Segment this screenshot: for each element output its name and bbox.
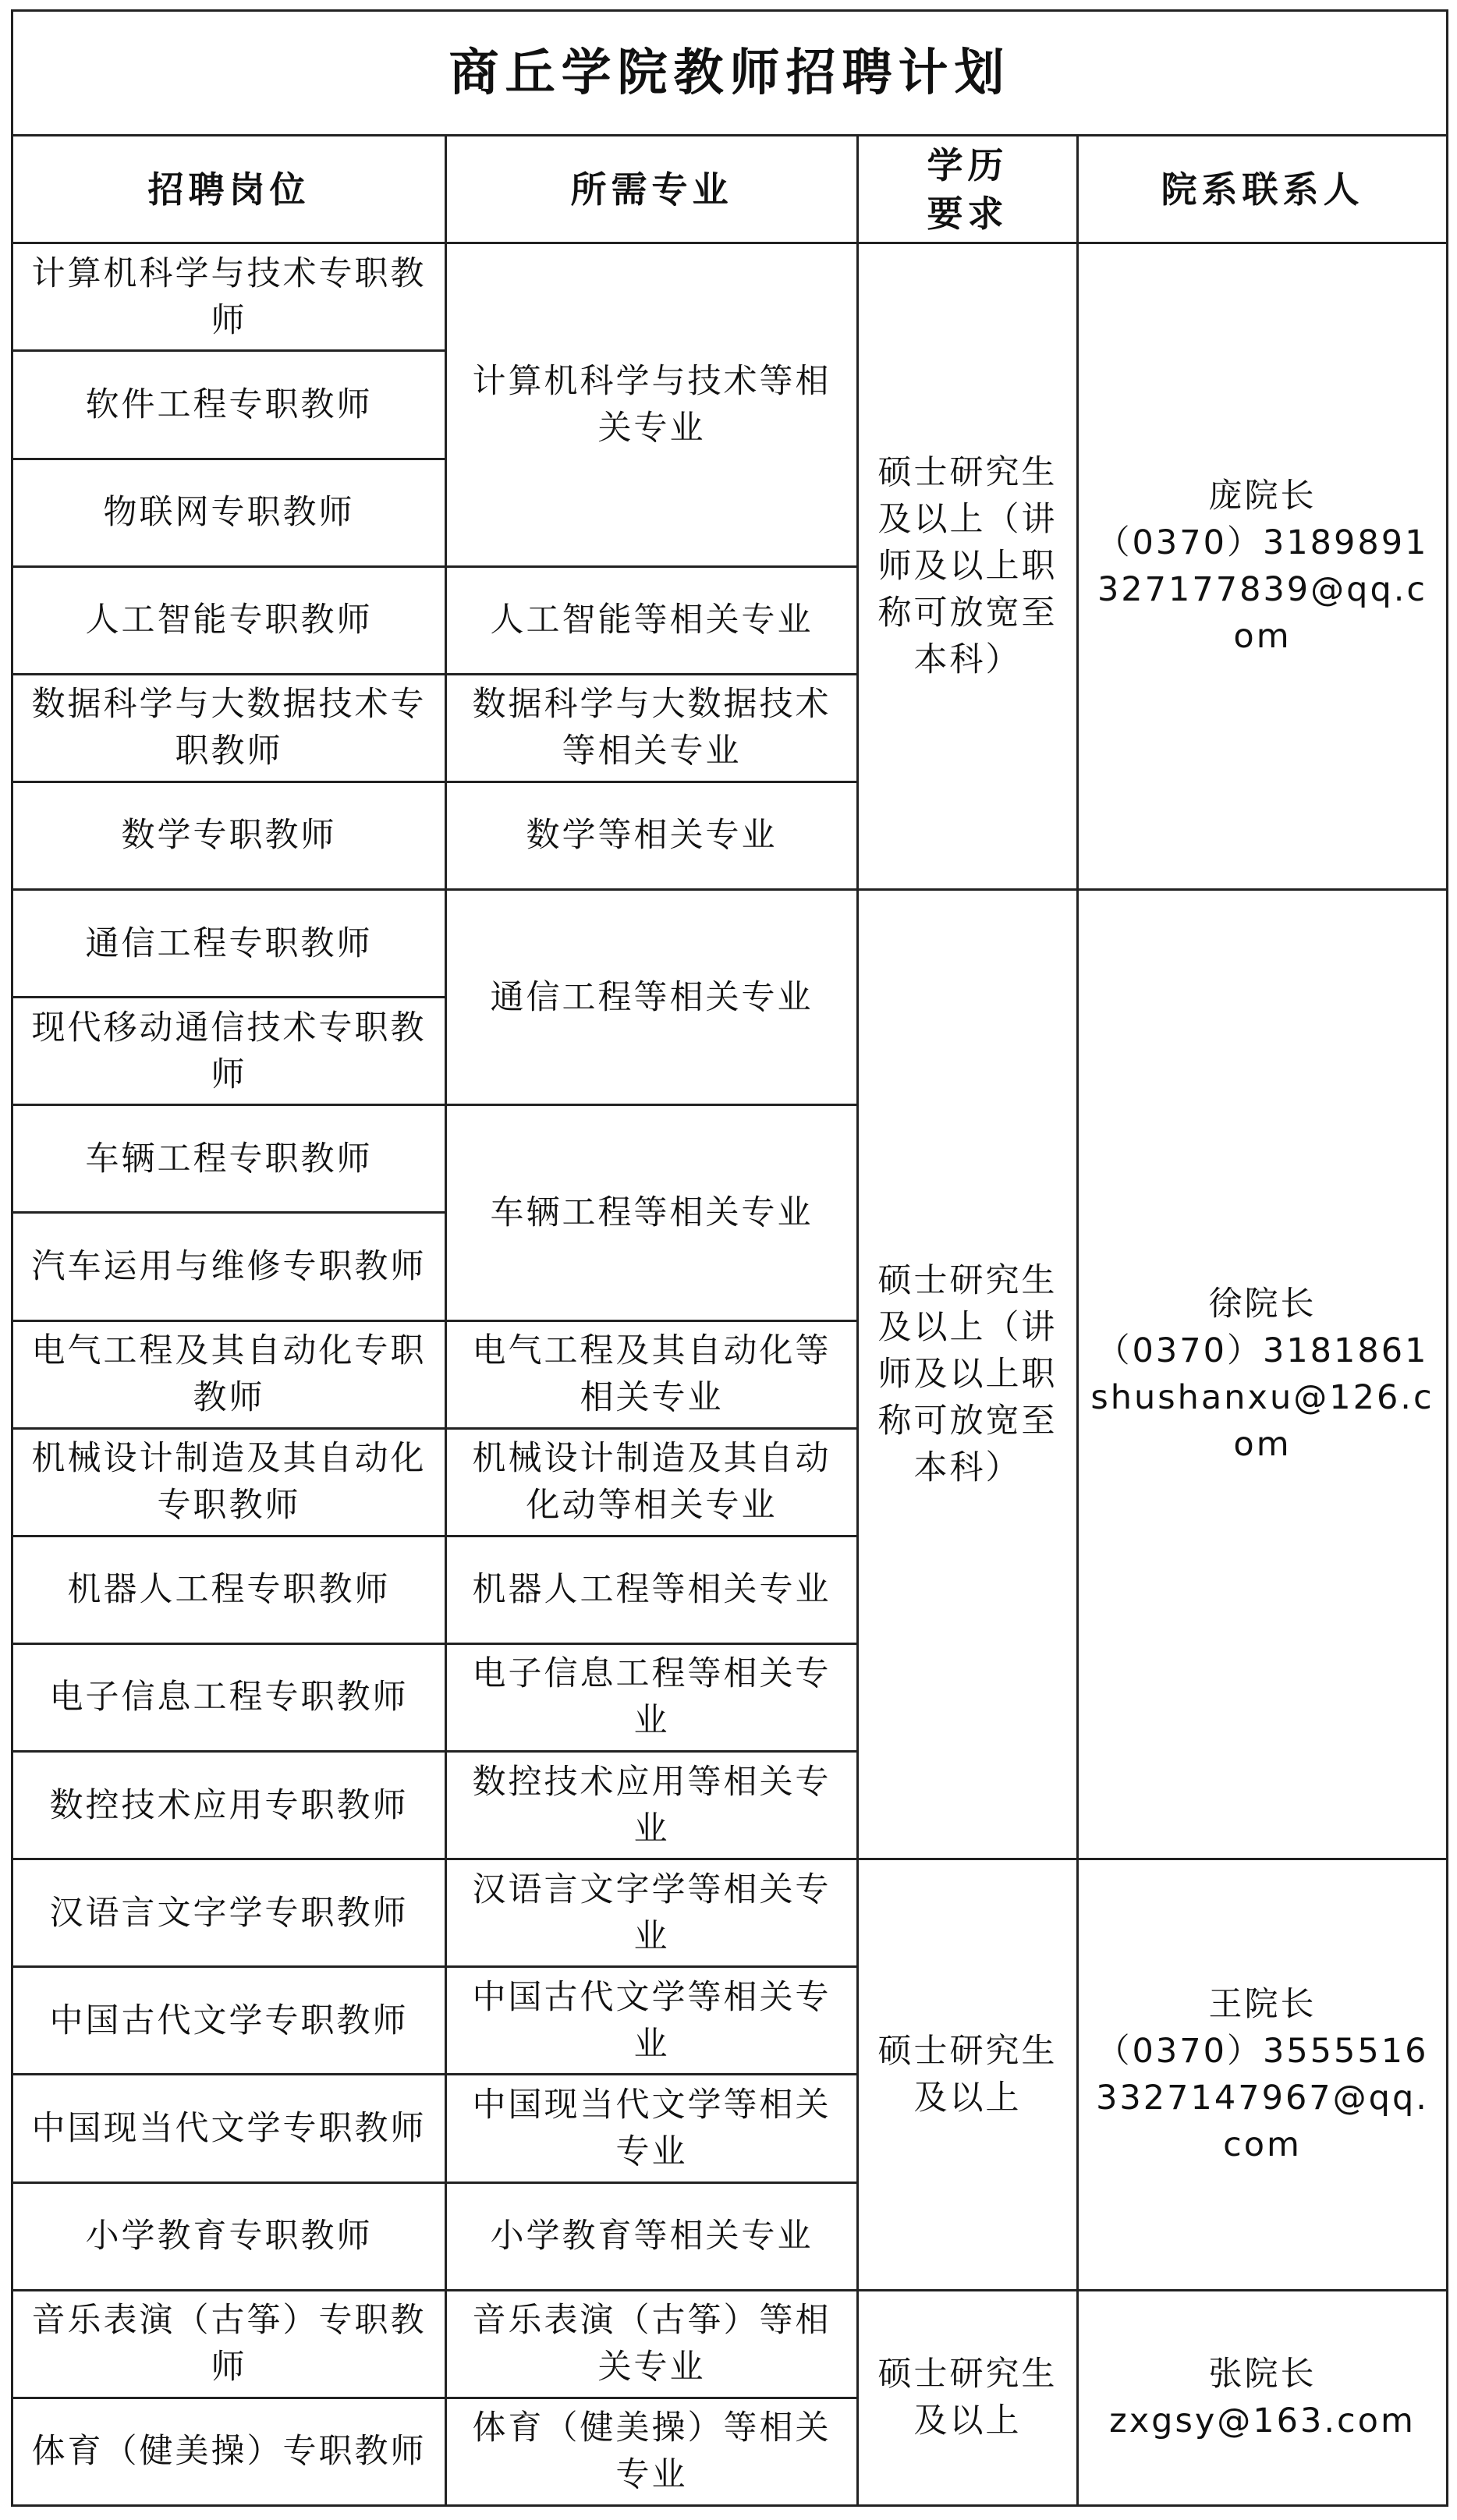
table-title: 商丘学院教师招聘计划 [12, 11, 1448, 136]
position-cell: 通信工程专职教师 [12, 890, 446, 998]
header-education [858, 136, 1078, 243]
position-cell: 机器人工程专职教师 [12, 1536, 446, 1643]
major-cell: 机械设计制造及其自动化动等相关专业 [446, 1428, 858, 1536]
position-cell: 电气工程及其自动化专职教师 [12, 1320, 446, 1428]
contact-cell [1078, 2290, 1448, 2505]
contact-name: 徐院长 [1208, 1285, 1317, 1324]
position-cell: 物联网专职教师 [12, 459, 446, 566]
contact-cell [1078, 890, 1448, 1859]
contact-name: 张院长 [1208, 2355, 1317, 2394]
position-cell: 计算机科学与技术专职教师 [12, 243, 446, 351]
header-education-line2: 要求 [927, 192, 1009, 235]
major-cell: 数据科学与大数据技术等相关专业 [446, 674, 858, 782]
major-cell: 体育（健美操）等相关专业 [446, 2398, 858, 2505]
position-cell: 中国古代文学专职教师 [12, 1967, 446, 2075]
position-cell: 数控技术应用专职教师 [12, 1752, 446, 1859]
major-cell: 中国现当代文学等相关专业 [446, 2075, 858, 2182]
contact-email: zxgsy@163.com [1109, 2401, 1416, 2441]
education-cell: 硕士研究生及以上（讲师及以上职称可放宽至本科） [858, 243, 1078, 890]
major-cell: 通信工程等相关专业 [446, 890, 858, 1105]
major-cell: 机器人工程等相关专业 [446, 1536, 858, 1643]
position-cell: 车辆工程专职教师 [12, 1105, 446, 1213]
contact-phone: （0370）3189891 [1096, 523, 1429, 563]
major-cell: 计算机科学与技术等相关专业 [446, 243, 858, 566]
contact-cell [1078, 1859, 1448, 2291]
major-cell: 人工智能等相关专业 [446, 566, 858, 674]
contact-phone: （0370）3181861 [1096, 1331, 1429, 1371]
position-cell: 音乐表演（古筝）专职教师 [12, 2290, 446, 2398]
major-cell: 数控技术应用等相关专业 [446, 1752, 858, 1859]
table-row [12, 243, 1448, 351]
position-cell: 中国现当代文学专职教师 [12, 2075, 446, 2182]
position-cell: 现代移动通信技术专职教师 [12, 998, 446, 1105]
position-cell: 汽车运用与维修专职教师 [12, 1213, 446, 1320]
recruitment-plan-table [11, 9, 1448, 2507]
major-cell: 电气工程及其自动化等相关专业 [446, 1320, 858, 1428]
position-cell: 电子信息工程专职教师 [12, 1643, 446, 1751]
major-cell: 电子信息工程等相关专业 [446, 1643, 858, 1751]
education-cell: 硕士研究生及以上 [858, 2290, 1078, 2505]
contact-email: 3327147967@qq.com [1096, 2078, 1429, 2164]
major-cell: 车辆工程等相关专业 [446, 1105, 858, 1320]
major-cell: 中国古代文学等相关专业 [446, 1967, 858, 2075]
contact-name: 王院长 [1208, 1984, 1317, 2024]
position-cell: 体育（健美操）专职教师 [12, 2398, 446, 2505]
position-cell: 数据科学与大数据技术专职教师 [12, 674, 446, 782]
contact-cell [1078, 243, 1448, 890]
header-row [12, 136, 1448, 243]
contact-phone: （0370）3555516 [1096, 2031, 1429, 2071]
major-cell: 数学等相关专业 [446, 782, 858, 889]
table-row [12, 1859, 1448, 1967]
education-cell: 硕士研究生及以上 [858, 1859, 1078, 2291]
position-cell: 数学专职教师 [12, 782, 446, 889]
contact-email: 327177839@qq.com [1097, 570, 1428, 657]
contact-email: shushanxu@126.com [1090, 1378, 1434, 1465]
major-cell: 汉语言文字学等相关专业 [446, 1859, 858, 1967]
contact-name: 庞院长 [1208, 477, 1317, 516]
position-cell: 小学教育专职教师 [12, 2182, 446, 2290]
major-cell: 音乐表演（古筝）等相关专业 [446, 2290, 858, 2398]
title-row [12, 11, 1448, 136]
header-education-line1: 学历 [927, 144, 1009, 186]
education-cell: 硕士研究生及以上（讲师及以上职称可放宽至本科） [858, 890, 1078, 1859]
position-cell: 人工智能专职教师 [12, 566, 446, 674]
header-position: 招聘岗位 [12, 136, 446, 243]
table-row [12, 2290, 1448, 2398]
header-major: 所需专业 [446, 136, 858, 243]
position-cell: 软件工程专职教师 [12, 351, 446, 459]
position-cell: 机械设计制造及其自动化专职教师 [12, 1428, 446, 1536]
table-row [12, 890, 1448, 998]
header-contact: 院系联系人 [1078, 136, 1448, 243]
major-cell: 小学教育等相关专业 [446, 2182, 858, 2290]
position-cell: 汉语言文字学专职教师 [12, 1859, 446, 1967]
